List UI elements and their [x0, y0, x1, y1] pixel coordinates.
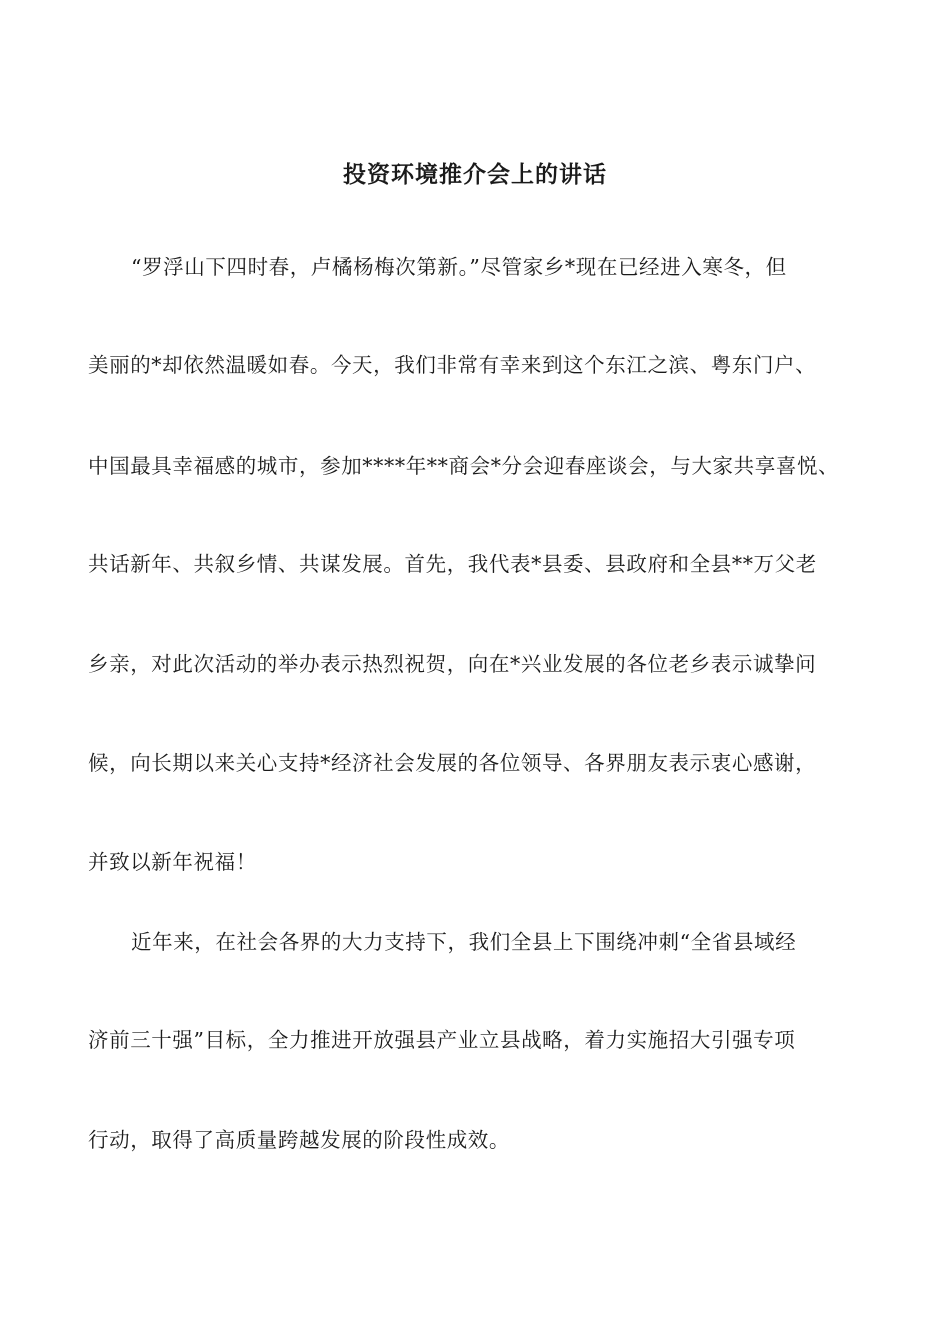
paragraph-line: 中国最具幸福感的城市，参加****年**商会*分会迎春座谈会，与大家共享喜悦、	[88, 454, 840, 478]
paragraph-line: 美丽的*却依然温暖如春。今天，我们非常有幸来到这个东江之滨、粤东门户、	[88, 353, 817, 377]
paragraph-line: 济前三十强”目标，全力推进开放强县产业立县战略，着力实施招大引强专项	[88, 1028, 796, 1052]
paragraph-line: 共话新年、共叙乡情、共谋发展。首先，我代表*县委、县政府和全县**万父老	[88, 552, 817, 576]
paragraph-line: 并致以新年祝福！	[88, 850, 257, 874]
document-title: 投资环境推介会上的讲话	[343, 161, 607, 188]
paragraph-line: 行动，取得了高质量跨越发展的阶段性成效。	[88, 1128, 510, 1152]
paragraph-line: 乡亲，对此次活动的举办表示热烈祝贺，向在*兴业发展的各位老乡表示诚挚问	[88, 652, 817, 676]
paragraph-line: 近年来，在社会各界的大力支持下，我们全县上下围绕冲刺“全省县域经	[131, 930, 797, 954]
paragraph-line: 候，向长期以来关心支持*经济社会发展的各位领导、各界朋友表示衷心感谢，	[88, 751, 817, 775]
paragraph-line: “罗浮山下四时春，卢橘杨梅次第新。”尽管家乡*现在已经进入寒冬，但	[131, 255, 787, 279]
